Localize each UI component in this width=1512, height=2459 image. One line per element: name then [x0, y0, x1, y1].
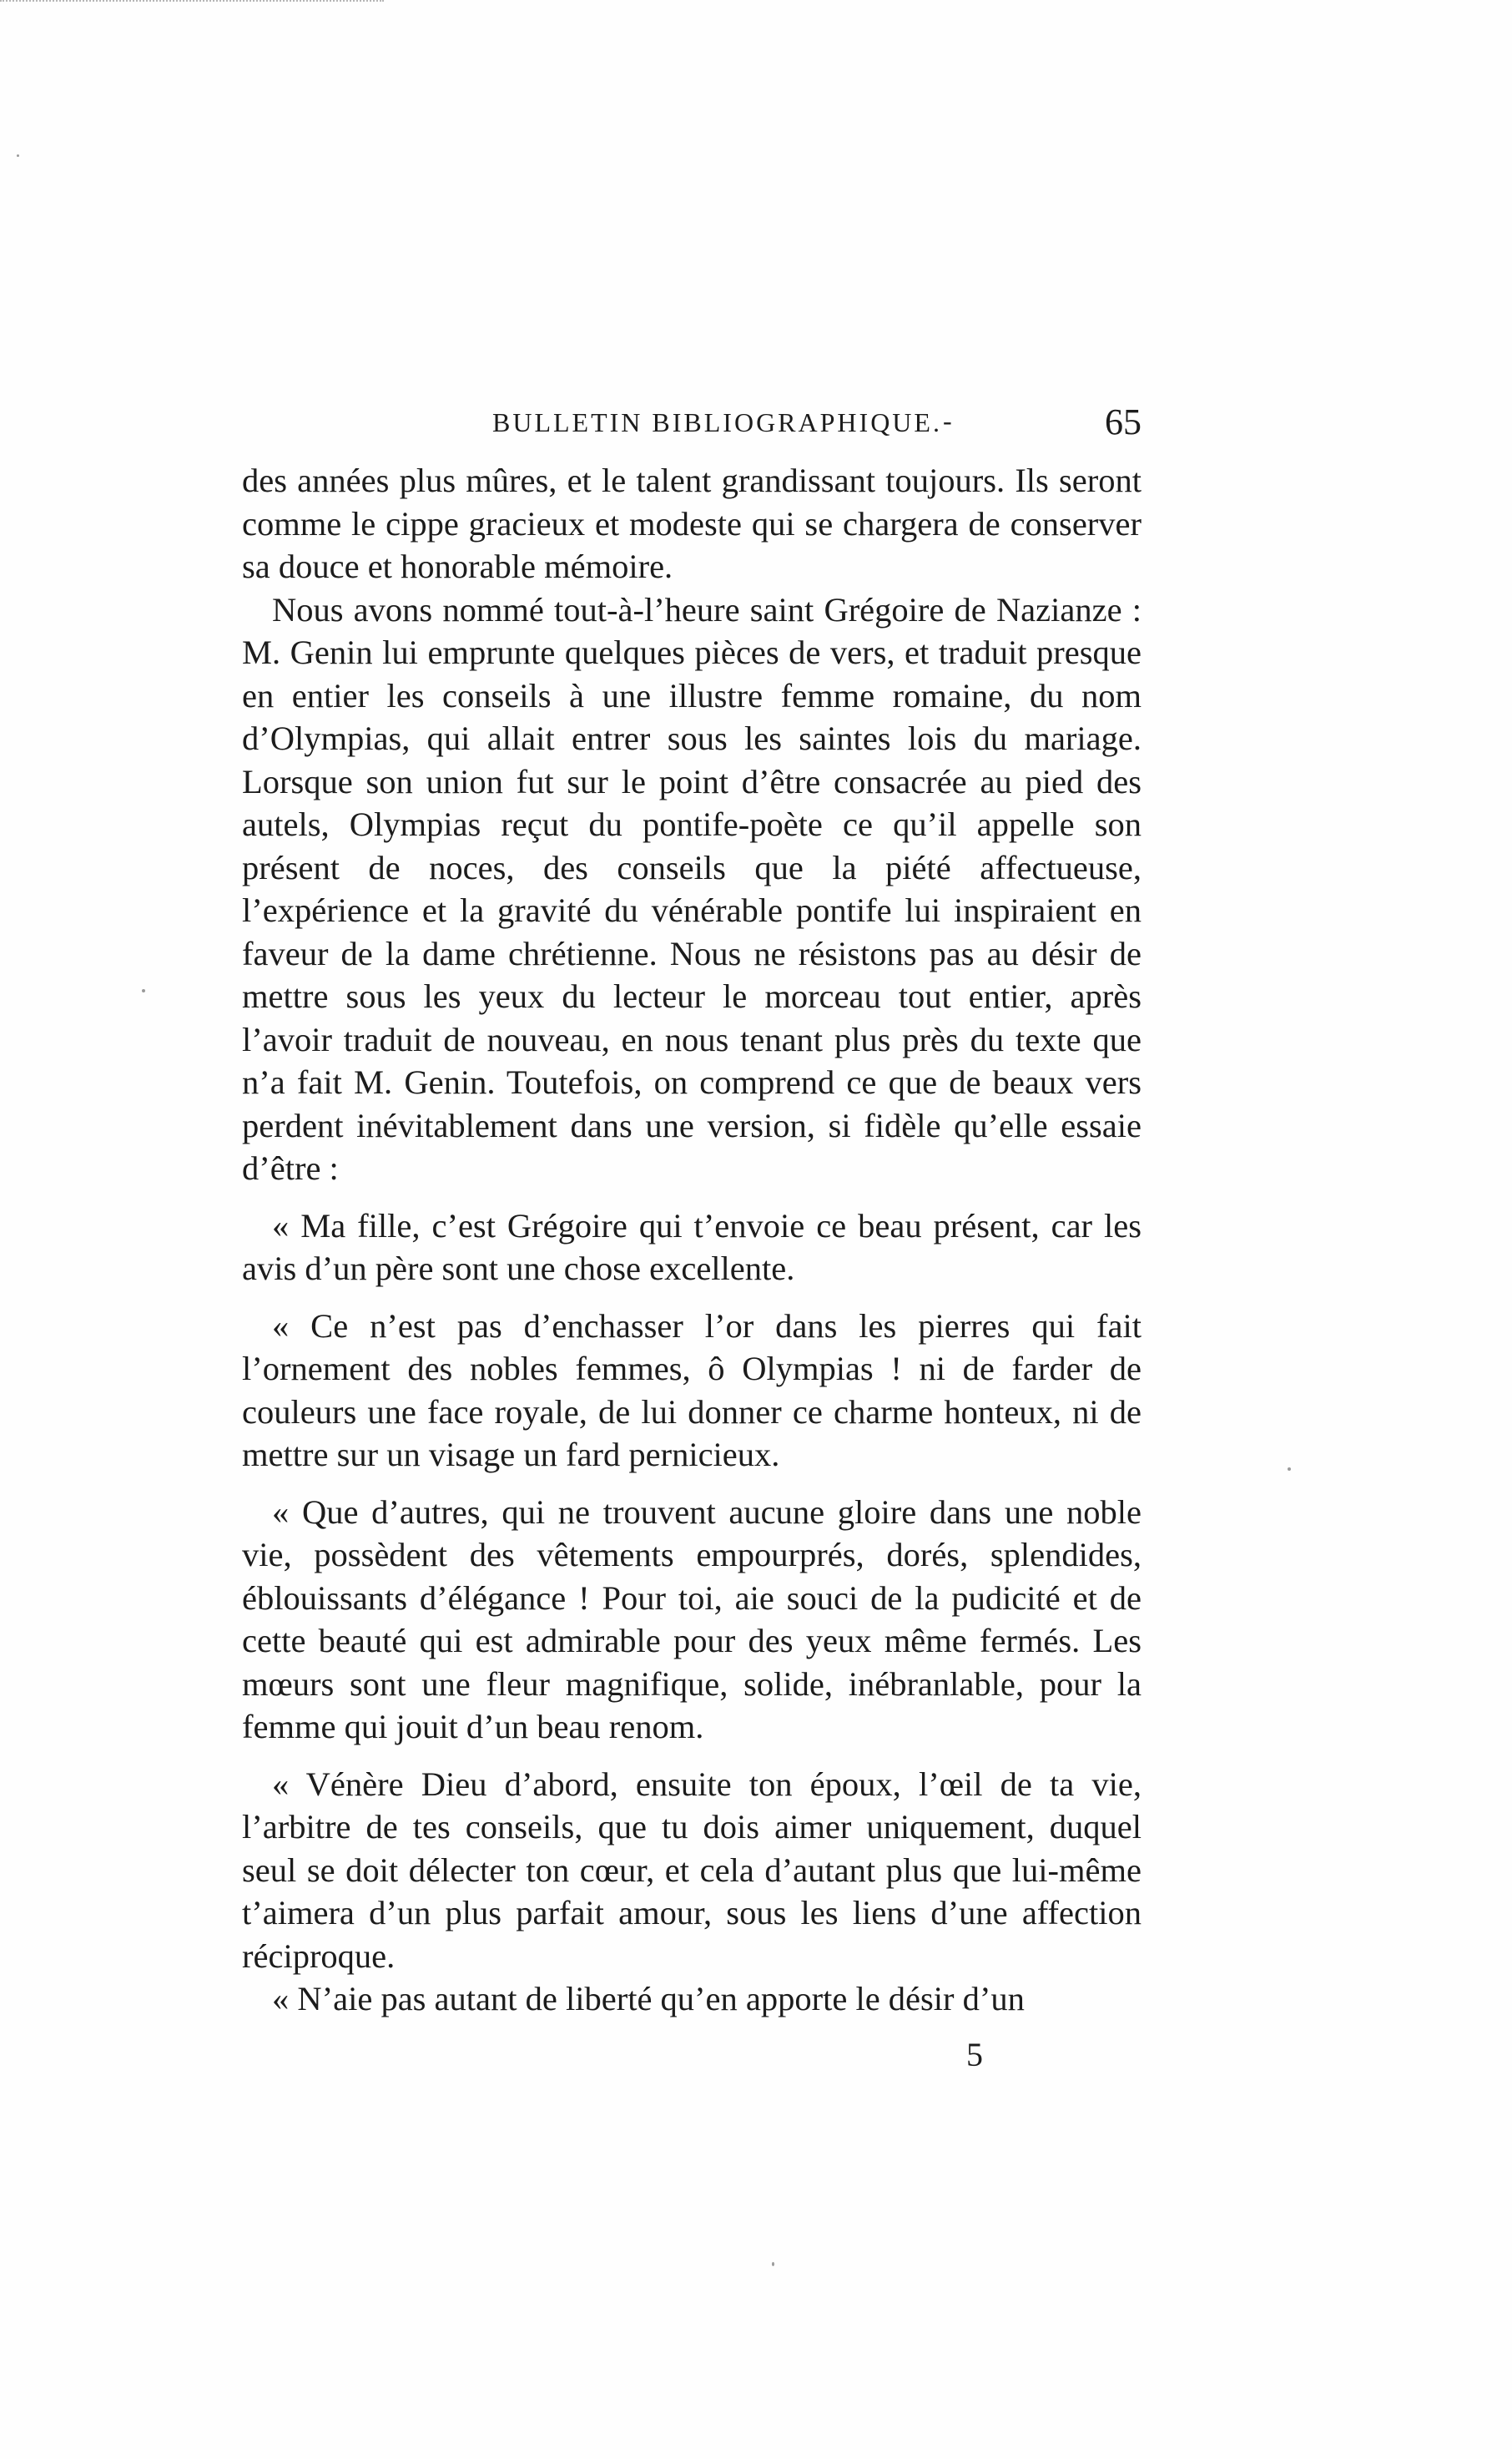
paragraph-gregoire: Nous avons nommé tout-à-l’heure saint Grégoire de Nazianze : M. Genin lui emprunte quelques pièces de vers, et traduit presque en entier les conseils à une illustre femme romaine, du nom d’Olympias, qui allait entrer sous les saintes lois du mariage. Lorsque son union fut sur le point d’être consacrée au pied des autels, Olympias reçut du pontife-poète ce qu’il appelle son présent de noces, des conseils que la piété affectueuse, l’expérience et la gravité du vénérable pontife lui inspiraient en faveur de la dame chrétienne. Nous ne résistons pas au désir de mettre sous les yeux du lecteur le morceau tout entier, après l’avoir traduit de nouveau, en nous tenant plus près du texte que n’a fait M. Genin. Toutefois, on comprend ce que de beaux vers perdent inévitablement dans une version, si fidèle qu’elle essaie d’être : [242, 590, 1142, 1187]
running-title: BULLETIN BIBLIOGRAPHIQUE. [492, 407, 942, 437]
header-dash: - [943, 406, 952, 436]
quote-paragraph-1: « Ma fille, c’est Grégoire qui t’envoie ce beau présent, car les avis d’un père sont une chose excellente. [242, 1206, 1142, 1287]
body-text [242, 459, 1142, 2021]
paper-speck [1288, 1467, 1291, 1471]
page-number: 65 [1105, 401, 1142, 442]
scan-edge-marks [0, 0, 384, 7]
quote-paragraph-3: « Que d’autres, qui ne trouvent aucune gloire dans une noble vie, possèdent des vêtements empourprés, dorés, splendides, éblouissants d’élégance ! Pour toi, aie souci de la pudicité et de cette beauté qui est admirable pour des yeux même fermés. Les mœurs sont une fleur magnifique, solide, inébranlable, pour la femme qui jouit d’un beau renom. [242, 1492, 1142, 1745]
running-header [242, 401, 1142, 451]
paper-speck [772, 2262, 774, 2266]
quote-paragraph-5: « N’aie pas autant de liberté qu’en apporte le désir d’un [272, 1980, 1025, 2017]
quote-paragraph-2: « Ce n’est pas d’enchasser l’or dans les pierres qui fait l’ornement des nobles femmes, ô Olympias ! ni de farder de couleurs une face royale, de lui donner ce charme honteux, ni de mettre sur un visage un fard pernicieux. [242, 1306, 1142, 1473]
signature-mark: 5 [966, 2036, 983, 2073]
quote-paragraph-4: « Vénère Dieu d’abord, ensuite ton époux, l’œil de ta vie, l’arbitre de tes conseils, que tu dois aimer uniquement, duquel seul se doit délecter ton cœur, et cela d’autant plus que lui-même t’aimera d’un plus parfait amour, sous les liens d’une affection réciproque. [242, 1765, 1142, 1975]
paragraph-continuation: des années plus mûres, et le talent grandissant toujours. Ils seront comme le cippe gracieux et modeste qui se chargera de conserver sa douce et honorable mémoire. [242, 462, 1142, 585]
paper-speck [17, 154, 19, 157]
paper-speck [142, 989, 145, 992]
